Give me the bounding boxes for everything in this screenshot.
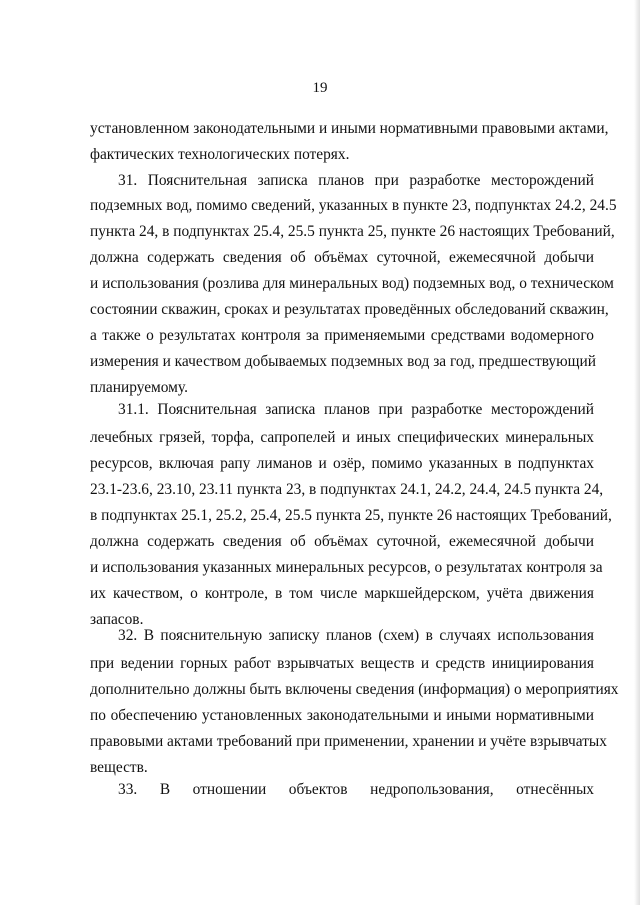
text-line: пункта 24, в подпунктах 25.4, 25.5 пункта 25, пункте 26 настоящих Требований, — [90, 223, 615, 240]
text-line: должна содержать сведения об объёмах суточной, ежемесячной добычи — [90, 533, 594, 550]
text-line: а также о результатах контроля за применяемыми средствами водомерного — [90, 327, 594, 344]
text-line: в подпунктах 25.1, 25.2, 25.4, 25.5 пункта 25, пункте 26 настоящих Требований, — [90, 507, 612, 524]
text-line: запасов. — [90, 611, 144, 628]
page-number: 19 — [312, 80, 328, 96]
paragraph-33-line: 33. В отношении объектов недропользования, отнесённых — [118, 781, 594, 798]
text-line: правовыми актами требований при применении, хранении и учёте взрывчатых — [90, 733, 607, 750]
text-line: подземных вод, помимо сведений, указанных в пункте 23, подпунктах 24.2, 24.5 — [90, 197, 617, 214]
text-line: установленном законодательными и иными нормативными правовыми актами, — [90, 120, 609, 137]
text-line: по обеспечению установленных законодательными и иными нормативными — [90, 707, 594, 724]
text-line: фактических технологических потерях. — [90, 146, 350, 163]
text-line: их качеством, о контроле, в том числе маркшейдерском, учёта движения — [90, 585, 594, 602]
paragraph-31-line: 31. Пояснительная записка планов при разработке месторождений — [118, 172, 594, 189]
text-line: 23.1-23.6, 23.10, 23.11 пункта 23, в подпунктах 24.1, 24.2, 24.4, 24.5 пункта 24, — [90, 481, 604, 498]
text-line: состоянии скважин, сроках и результатах проведённых обследований скважин, — [90, 301, 609, 318]
text-line: должна содержать сведения об объёмах суточной, ежемесячной добычи — [90, 249, 594, 266]
text-line: и использования (розлива для минеральных вод) подземных вод, о техническом — [90, 275, 614, 292]
text-line: дополнительно должны быть включены сведения (информация) о мероприятиях — [90, 681, 619, 698]
page-edge-shadow — [634, 0, 640, 905]
text-line: и использования указанных минеральных ресурсов, о результатах контроля за — [90, 559, 603, 576]
text-line: измерения и качеством добываемых подземных вод за год, предшествующий — [90, 353, 596, 370]
text-line: веществ. — [90, 759, 148, 776]
paragraph-32-line: 32. В пояснительную записку планов (схем) в случаях использования — [118, 627, 594, 644]
paragraph-31-1-line: 31.1. Пояснительная записка планов при разработке месторождений — [118, 401, 594, 418]
text-line: ресурсов, включая рапу лиманов и озёр, помимо указанных в подпунктах — [90, 455, 594, 472]
text-line: при ведении горных работ взрывчатых веществ и средств инициирования — [90, 655, 594, 672]
text-line: лечебных грязей, торфа, сапропелей и иных специфических минеральных — [90, 429, 594, 446]
text-line: планируемому. — [90, 379, 188, 396]
